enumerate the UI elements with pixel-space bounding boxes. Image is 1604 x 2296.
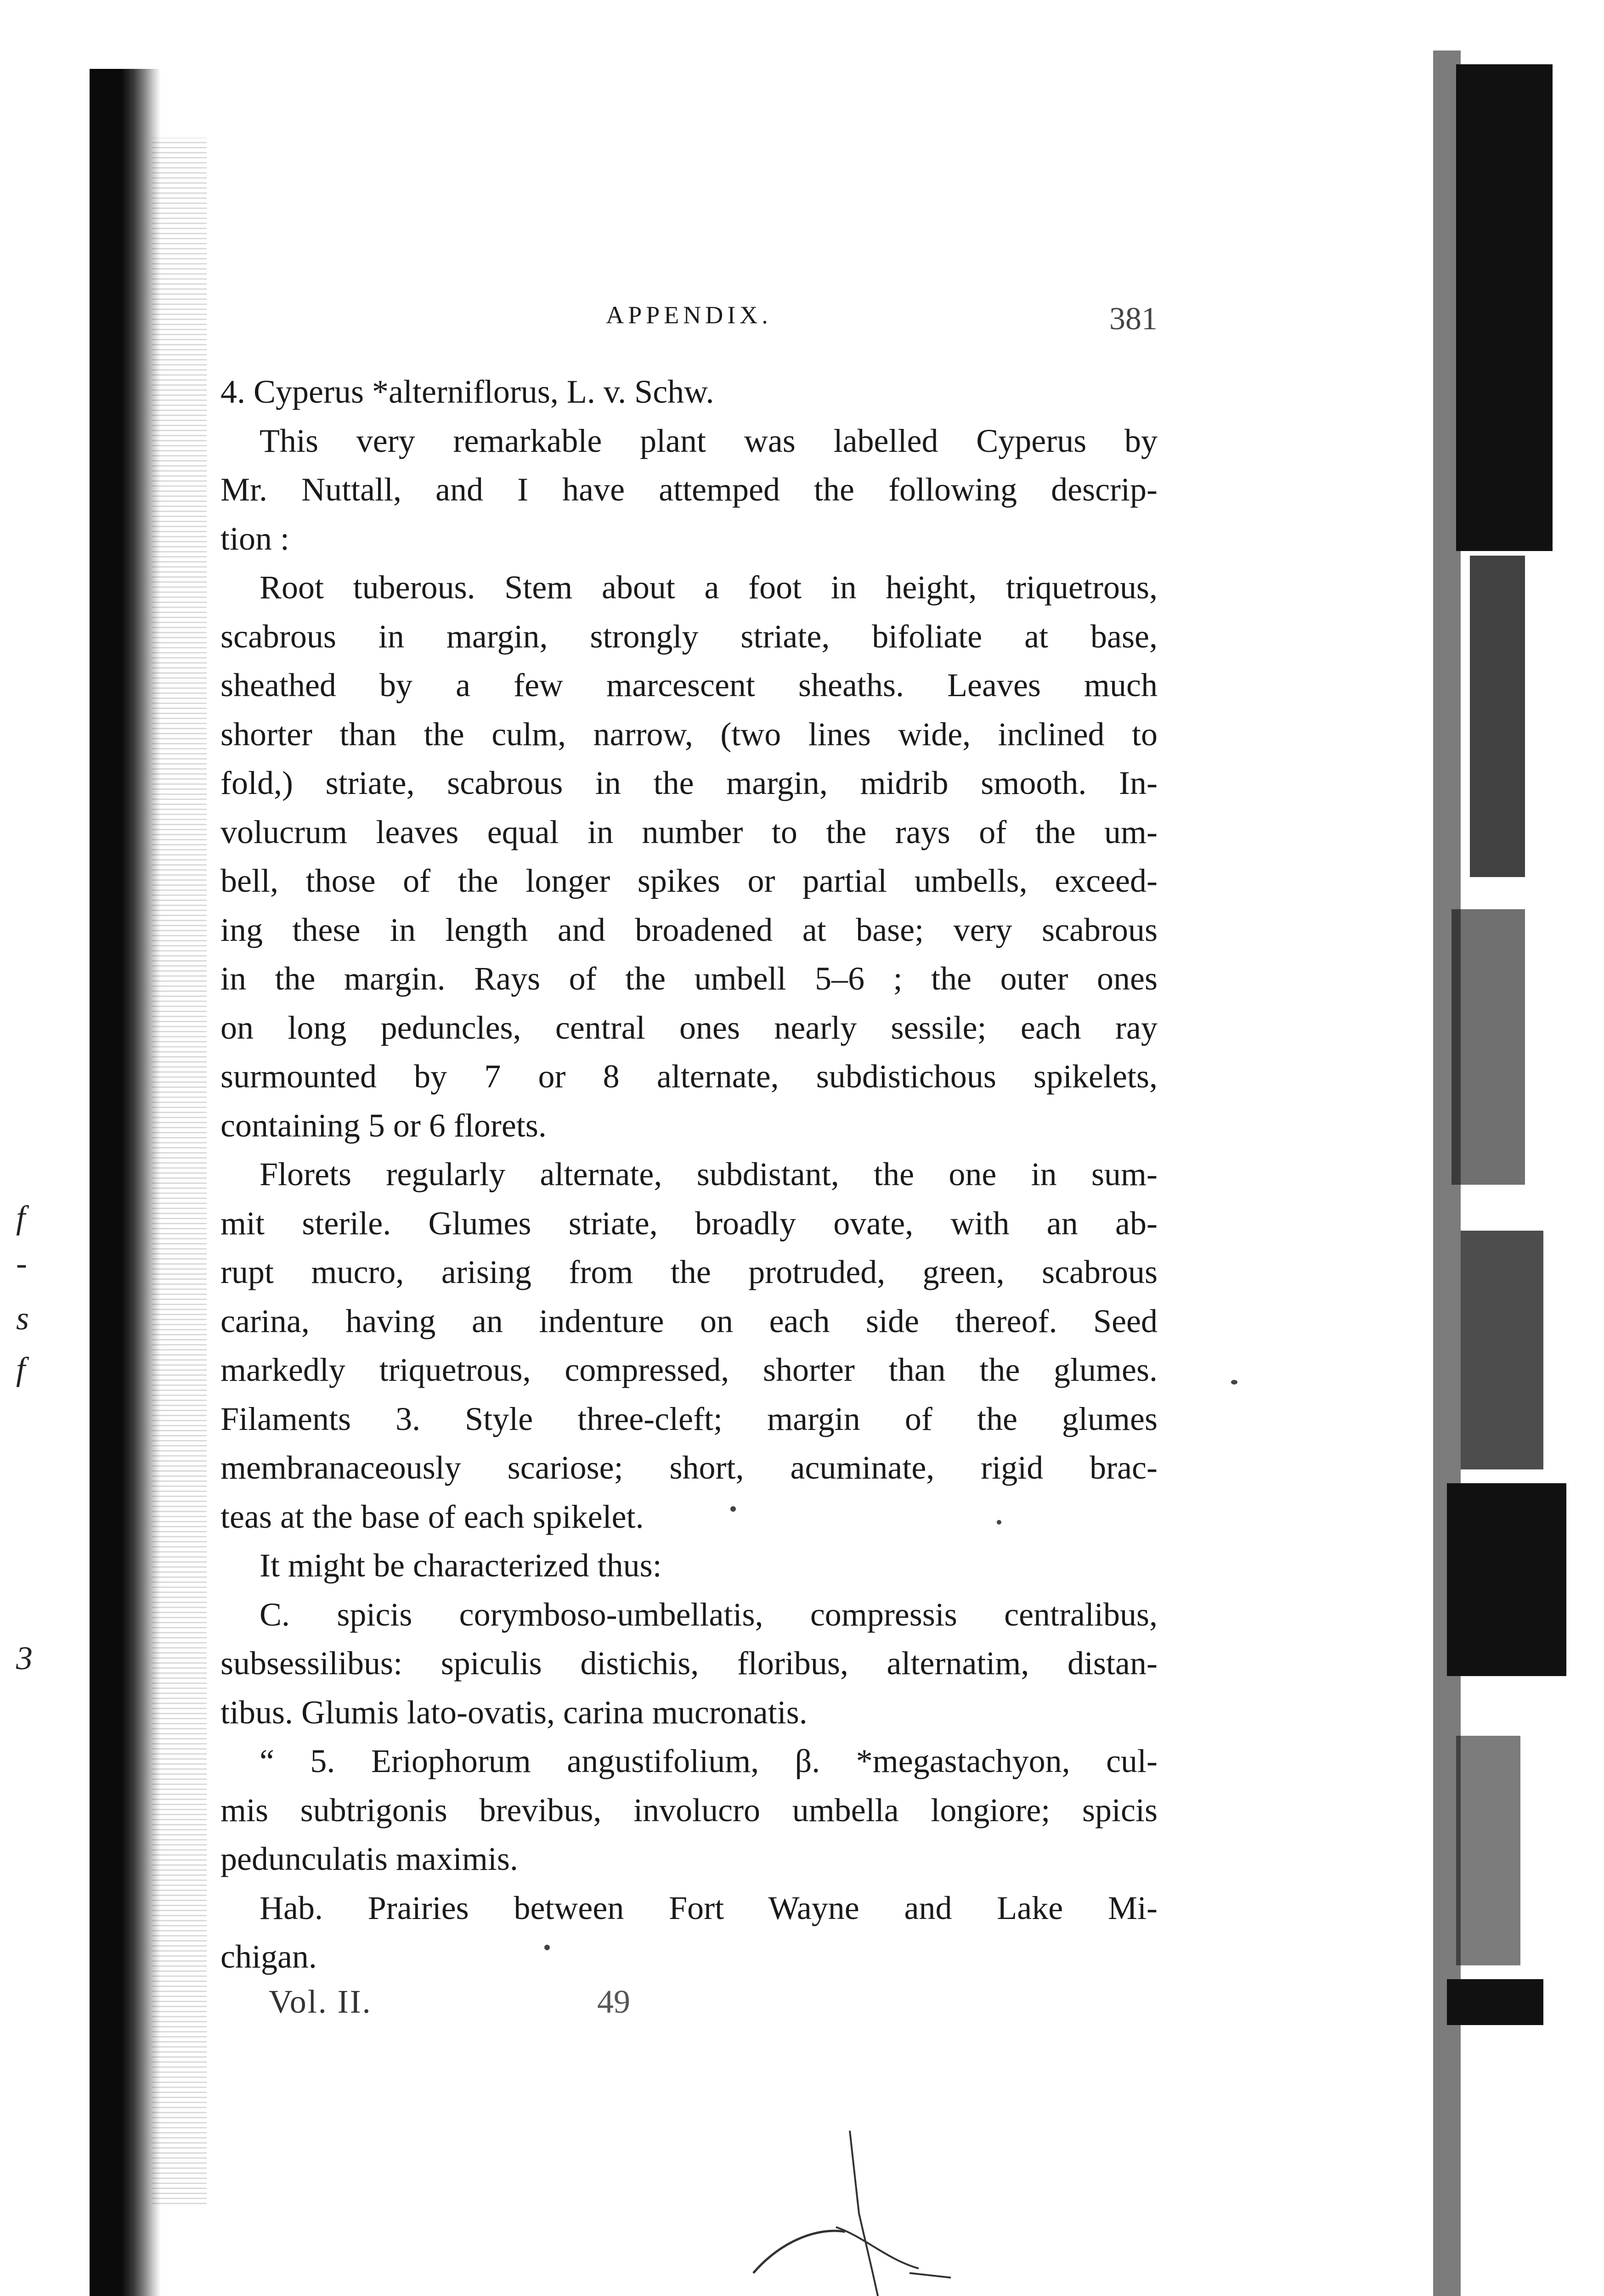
body-text [220, 367, 1158, 1981]
text-line: on long peduncles, central ones nearly sessile; each ray [220, 1009, 1158, 1046]
speck [544, 1945, 550, 1950]
text-line: mis subtrigonis brevibus, involucro umbella longiore; spicis [220, 1791, 1158, 1829]
text-line: pedunculatis maximis. [220, 1840, 518, 1877]
text-line: sheathed by a few marcescent sheaths. Leaves much [220, 667, 1158, 703]
signature-number: 49 [597, 1983, 630, 2020]
margin-letter: f [16, 1351, 26, 1387]
text-line: This very remarkable plant was labelled Cyperus by [260, 422, 1158, 459]
text-line: ing these in length and broadened at base; very scabrous [220, 911, 1158, 948]
scanned-page-edge [1419, 37, 1557, 2296]
speck [997, 1520, 1001, 1525]
running-head [220, 301, 1158, 338]
text-line: carina, having an indenture on each side thereof. Seed [220, 1302, 1158, 1339]
text-line: It might be characterized thus: [260, 1547, 662, 1584]
text-line: mit sterile. Glumes striate, broadly ovate, with an ab- [220, 1204, 1158, 1242]
margin-letter: s [16, 1300, 29, 1337]
text-line: shorter than the culm, narrow, (two lines wide, inclined to [220, 715, 1158, 753]
text-line: containing 5 or 6 florets. [220, 1107, 547, 1144]
text-line: 4. Cyperus *alterniflorus, L. v. Schw. [220, 373, 714, 410]
text-line: fold,) striate, scabrous in the margin, midrib smooth. In- [220, 765, 1158, 801]
text-line: volucrum leaves equal in number to the rays of the um- [220, 813, 1158, 850]
margin-letter: f [16, 1199, 26, 1236]
margin-letter: 3 [16, 1640, 33, 1677]
page-number: 381 [1109, 301, 1158, 337]
text-line: markedly triquetrous, compressed, shorter than the glumes. [220, 1351, 1158, 1388]
speck [730, 1506, 736, 1512]
text-line: Florets regularly alternate, subdistant, the one in sum- [260, 1156, 1158, 1193]
text-line: membranaceously scariose; short, acuminate, rigid brac- [220, 1449, 1158, 1486]
text-line: Hab. Prairies between Fort Wayne and Lake Mi- [260, 1889, 1158, 1926]
text-line: Root tuberous. Stem about a foot in height, triquetrous, [260, 569, 1158, 606]
text-line: tibus. Glumis lato-ovatis, carina mucronatis. [220, 1694, 808, 1731]
pencil-scribble [735, 2122, 974, 2296]
text-line: surmounted by 7 or 8 alternate, subdistichous spikelets, [220, 1058, 1158, 1095]
text-line: C. spicis corymboso-umbellatis, compressis centralibus, [260, 1596, 1158, 1633]
book-binding-shadow [90, 69, 161, 2296]
text-line: Mr. Nuttall, and I have attemped the following descrip- [220, 471, 1158, 508]
margin-letter: - [16, 1245, 27, 1282]
binding-texture [152, 138, 207, 2204]
signature-volume: Vol. II. [269, 1983, 372, 2020]
text-line: rupt mucro, arising from the protruded, green, scabrous [220, 1254, 1158, 1290]
text-line: Filaments 3. Style three-cleft; margin of the glumes [220, 1400, 1158, 1437]
running-head-title: APPENDIX. [606, 301, 772, 329]
text-line: tion : [220, 520, 290, 557]
text-line: subsessilibus: spiculis distichis, floribus, alternatim, distan- [220, 1645, 1158, 1682]
text-line: scabrous in margin, strongly striate, bifoliate at base, [220, 618, 1158, 655]
text-line: bell, those of the longer spikes or partial umbells, exceed- [220, 862, 1158, 899]
text-line: teas at the base of each spikelet. [220, 1498, 644, 1535]
text-line: “ 5. Eriophorum angustifolium, β. *megastachyon, cul- [260, 1743, 1158, 1779]
text-line: in the margin. Rays of the umbell 5–6 ; the outer ones [220, 960, 1158, 997]
text-line: chigan. [220, 1938, 317, 1975]
speck [1231, 1380, 1237, 1384]
